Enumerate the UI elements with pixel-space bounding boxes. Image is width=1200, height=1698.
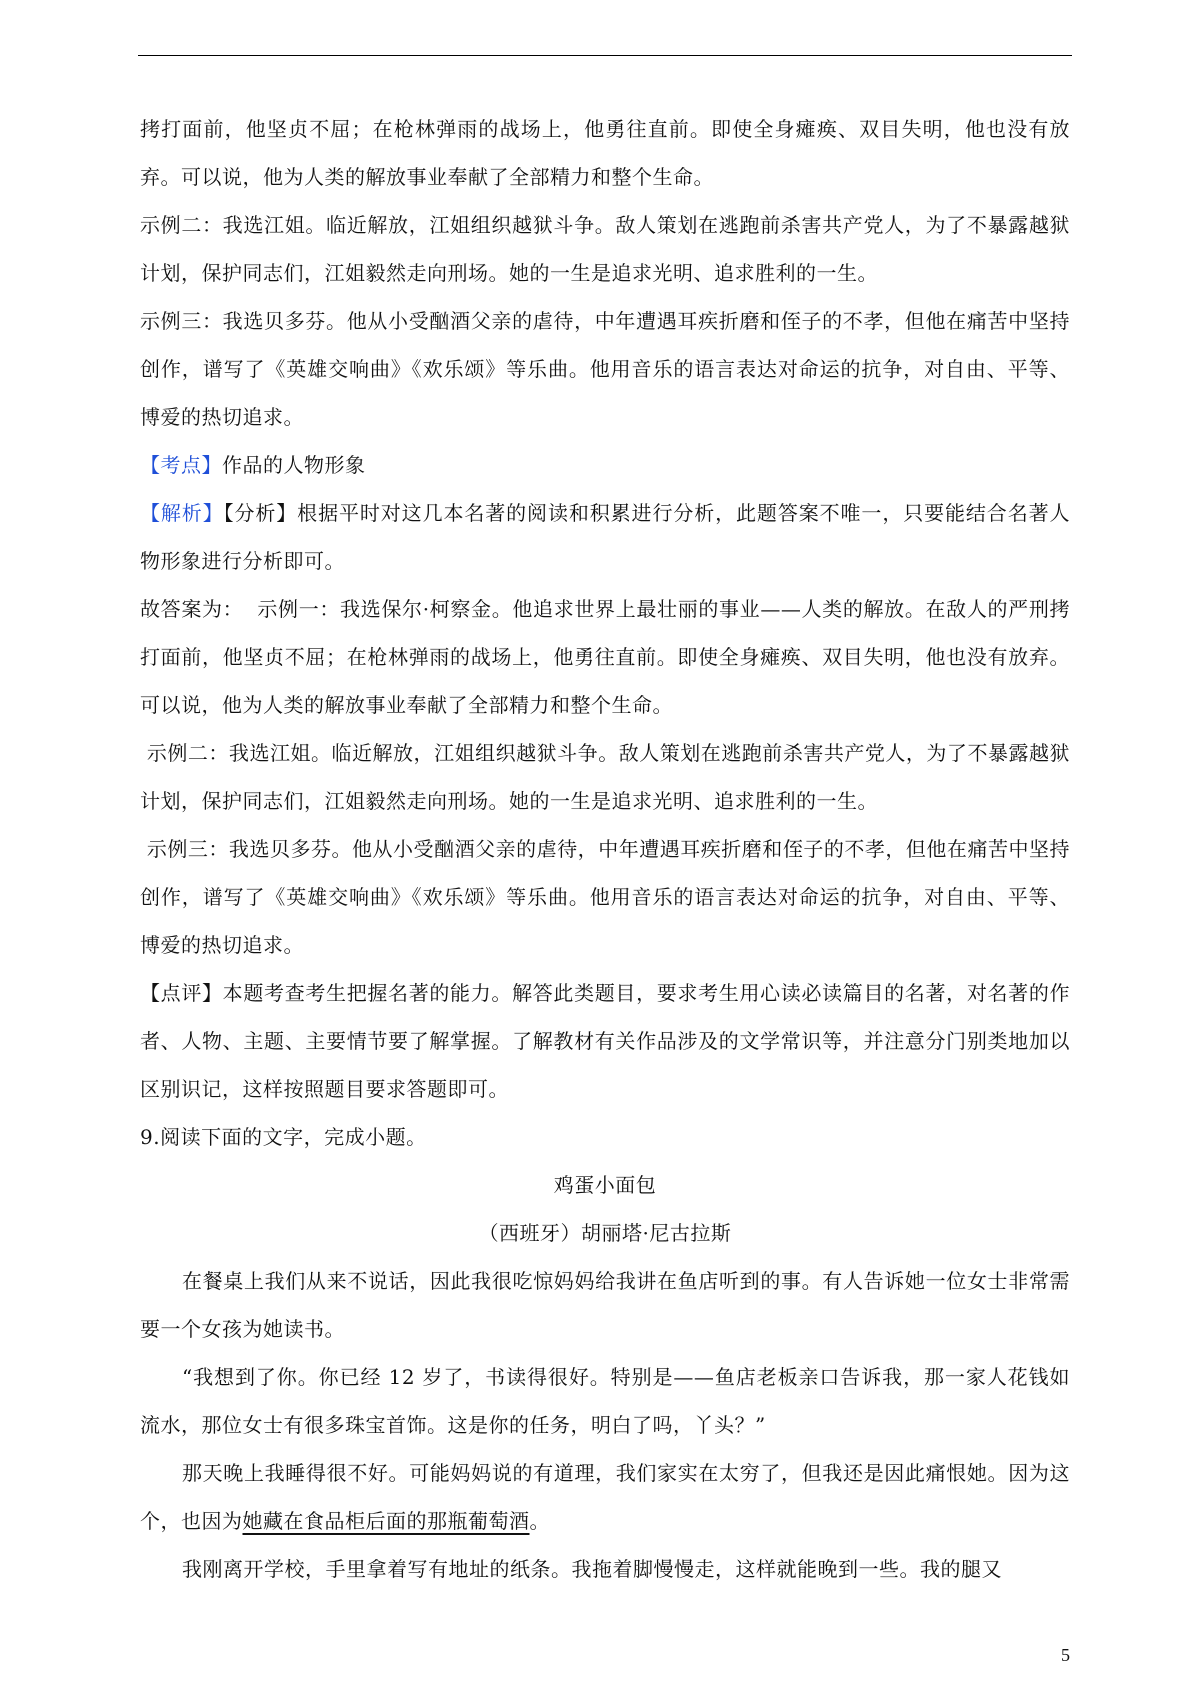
page-content [140, 105, 1070, 1593]
dianping-paragraph: 【点评】本题考查考生把握名著的能力。解答此类题目，要求考生用心读必读篇目的名著，对名著的作者、人物、主题、主要情节要了解掌握。了解教材有关作品涉及的文学常识等，并注意分门别类地加以区别识记，这样按照题目要求答题即可。 [140, 981, 1070, 1101]
kaodian-text: 作品的人物形象 [222, 453, 366, 477]
story-paragraph-3-text: 那天晚上我睡得很不好。可能妈妈说的有道理，我们家实在太穷了，但我还是因此痛恨她。因为这个，也因为 [140, 1461, 1070, 1533]
story-paragraph-1: 在餐桌上我们从来不说话，因此我很吃惊妈妈给我讲在鱼店听到的事。有人告诉她一位女士非常需要一个女孩为她读书。 [140, 1269, 1070, 1341]
jiexi-text: 【分析】根据平时对这几本名著的阅读和积累进行分析，此题答案不唯一，只要能结合名著人物形象进行分析即可。 [140, 501, 1071, 573]
story-author: （西班牙）胡丽塔·尼古拉斯 [478, 1221, 732, 1245]
kaodian-tag: 【考点】 [140, 453, 222, 477]
answer-example-3: 示例三：我选贝多芬。他从小受酗酒父亲的虐待，中年遭遇耳疾折磨和侄子的不孝，但他在痛苦中坚持创作，谱写了《英雄交响曲》《欢乐颂》等乐曲。他用音乐的语言表达对命运的抗争，对自由、平等、博爱的热切追求。 [140, 837, 1071, 957]
paragraph-continuation: 拷打面前，他坚贞不屈；在枪林弹雨的战场上，他勇往直前。即使全身瘫痪、双目失明，他也没有放弃。可以说，他为人类的解放事业奉献了全部精力和整个生命。 [140, 117, 1070, 189]
paragraph-example-3: 示例三：我选贝多芬。他从小受酗酒父亲的虐待，中年遭遇耳疾折磨和侄子的不孝，但他在痛苦中坚持创作，谱写了《英雄交响曲》《欢乐颂》等乐曲。他用音乐的语言表达对命运的抗争，对自由、平等、博爱的热切追求。 [140, 309, 1070, 429]
story-title: 鸡蛋小面包 [553, 1173, 657, 1197]
story-paragraph-3-end: 。 [529, 1509, 550, 1533]
page-number: 5 [1061, 1645, 1070, 1665]
jiexi-paragraph [140, 489, 1070, 585]
answer-example-2: 示例二：我选江姐。临近解放，江姐组织越狱斗争。敌人策划在逃跑前杀害共产党人，为了不暴露越狱计划，保护同志们，江姐毅然走向刑场。她的一生是追求光明、追求胜利的一生。 [140, 741, 1071, 813]
answer-paragraph: 故答案为： 示例一：我选保尔·柯察金。他追求世界上最壮丽的事业——人类的解放。在敌人的严刑拷打面前，他坚贞不屈；在枪林弹雨的战场上，他勇往直前。即使全身瘫痪、双目失明，他也没有放弃。可以说，他为人类的解放事业奉献了全部精力和整个生命。 [140, 597, 1070, 717]
story-paragraph-2: “我想到了你。你已经 12 岁了，书读得很好。特别是——鱼店老板亲口告诉我，那一家人花钱如流水，那位女士有很多珠宝首饰。这是你的任务，明白了吗，丫头？” [140, 1365, 1070, 1437]
question-9: 9.阅读下面的文字，完成小题。 [140, 1125, 427, 1149]
kaodian-line [140, 441, 1070, 489]
story-paragraph-3 [140, 1449, 1070, 1545]
header-rule [138, 55, 1072, 56]
jiexi-tag: 【解析】 [140, 501, 224, 525]
story-paragraph-4: 我刚离开学校，手里拿着写有地址的纸条。我拖着脚慢慢走，这样就能晚到一些。我的腿又 [182, 1557, 1002, 1581]
underlined-sentence: 她藏在食品柜后面的那瓶葡萄酒 [242, 1509, 530, 1533]
paragraph-example-2: 示例二：我选江姐。临近解放，江姐组织越狱斗争。敌人策划在逃跑前杀害共产党人，为了不暴露越狱计划，保护同志们，江姐毅然走向刑场。她的一生是追求光明、追求胜利的一生。 [140, 213, 1070, 285]
